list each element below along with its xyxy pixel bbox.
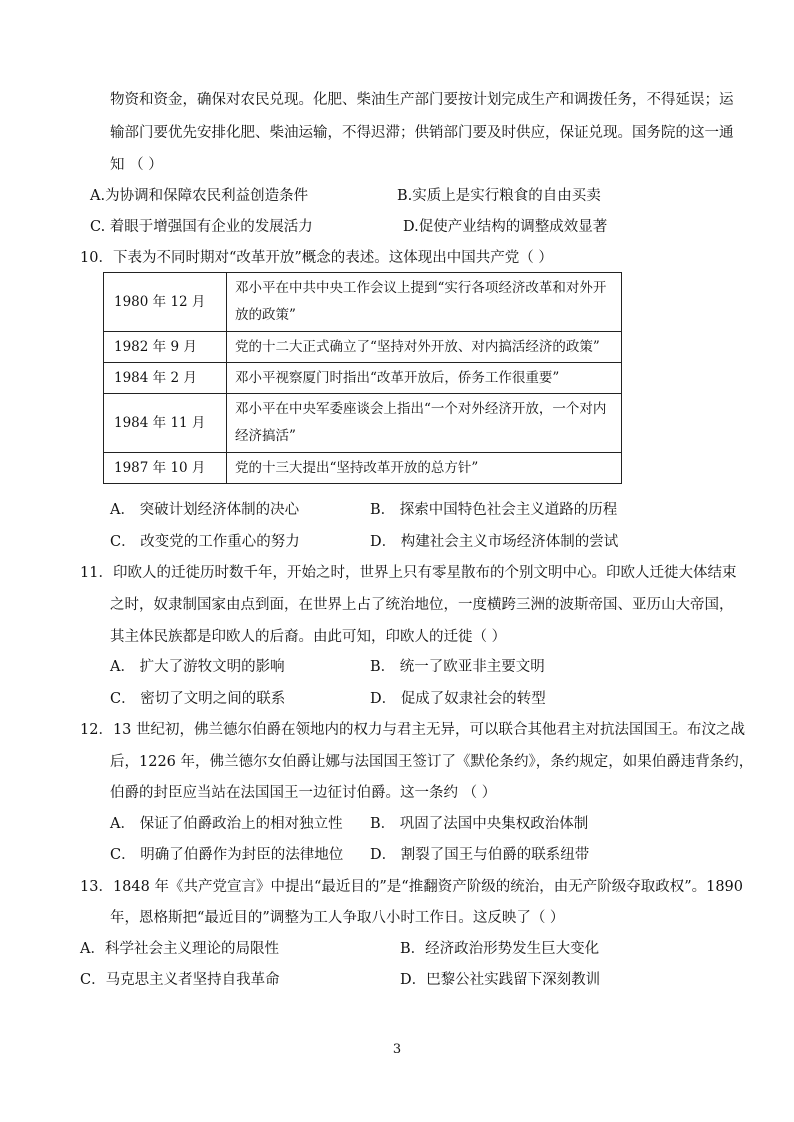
table-row <box>104 273 622 332</box>
q11-stem-line-3: 其主体民族都是印欧人的后裔。由此可知，印欧人的迁徙（ ） <box>110 629 507 645</box>
q10-option-a: A． 突破计划经济体制的决心 <box>110 502 300 518</box>
table-row <box>104 332 622 363</box>
q9-option-b: B.实质上是实行粮食的自由买卖 <box>397 188 601 204</box>
table-row <box>104 363 622 394</box>
table-date-cell: 1982 年 9 月 <box>104 332 227 363</box>
q11-option-c: C． 密切了文明之间的联系 <box>110 691 286 707</box>
q11-option-d: D． 促成了奴隶社会的转型 <box>370 691 546 707</box>
q13-option-b: B．经济政治形势发生巨大变化 <box>400 941 600 957</box>
q11-option-a: A． 扩大了游牧文明的影响 <box>110 659 285 675</box>
q9-option-d: D.促使产业结构的调整成效显著 <box>403 219 608 235</box>
q13-stem-line-1: 13．1848 年《共产党宣言》中提出“最近目的”是“推翻资产阶级的统治，由无产阶级夺取政权”。1890 <box>80 879 744 895</box>
q12-stem-line-2: 后，1226 年，佛兰德尔女伯爵让娜与法国国王签订了《默伦条约》，条约规定，如果伯爵违背条约， <box>110 754 754 770</box>
q12-option-a: A． 保证了伯爵政治上的相对独立性 <box>110 816 343 832</box>
table-content-cell: 党的十二大正式确立了“坚持对外开放、对内搞活经济的政策” <box>227 332 622 363</box>
q11-option-b: B． 统一了欧亚非主要文明 <box>370 659 545 675</box>
q13-option-a: A．科学社会主义理论的局限性 <box>80 941 279 957</box>
q10-option-b: B． 探索中国特色社会主义道路的历程 <box>370 502 618 518</box>
table-date-cell: 1980 年 12 月 <box>104 273 227 332</box>
q13-stem-line-2: 年，恩格斯把“最近目的”调整为工人争取八小时工作日。这反映了（ ） <box>110 910 565 926</box>
q13-option-d: D．巴黎公社实践留下深刻教训 <box>400 972 601 988</box>
q13-option-c: C．马克思主义者坚持自我革命 <box>80 972 280 988</box>
q11-stem-line-1: 11．印欧人的迁徙历时数千年，开始之时，世界上只有零星散布的个别文明中心。印欧人迁徙大体结束 <box>80 565 737 581</box>
table-content-cell: 邓小平在中共中央工作会议上提到“实行各项经济改革和对外开放的政策” <box>227 273 622 332</box>
table-date-cell: 1984 年 11 月 <box>104 394 227 453</box>
q9-option-c: C. 着眼于增强国有企业的发展活力 <box>90 219 313 235</box>
q12-stem-line-1: 12．13 世纪初，佛兰德尔伯爵在领地内的权力与君主无异，可以联合其他君主对抗法国国王。布汶之战 <box>80 722 746 738</box>
table-content-cell: 党的十三大提出“坚持改革开放的总方针” <box>227 453 622 484</box>
table-row <box>104 394 622 453</box>
q12-option-d: D． 割裂了国王与伯爵的联系纽带 <box>370 847 590 863</box>
q12-option-b: B． 巩固了法国中央集权政治体制 <box>370 816 589 832</box>
q9-stem-line-3: 知 （ ） <box>110 157 163 173</box>
q10-option-d: D． 构建社会主义市场经济体制的尝试 <box>370 534 619 550</box>
table-content-cell: 邓小平在中央军委座谈会上指出“一个对外经济开放，一个对内经济搞活” <box>227 394 622 453</box>
q10-option-c: C． 改变党的工作重心的努力 <box>110 534 300 550</box>
page-number: 3 <box>392 1042 402 1057</box>
q10-table <box>103 272 622 484</box>
q12-option-c: C． 明确了伯爵作为封臣的法律地位 <box>110 847 344 863</box>
table-content-cell: 邓小平视察厦门时指出“改革开放后，侨务工作很重要” <box>227 363 622 394</box>
table-date-cell: 1987 年 10 月 <box>104 453 227 484</box>
q12-stem-line-3: 伯爵的封臣应当站在法国国王一边征讨伯爵。这一条约 （ ） <box>110 785 497 801</box>
table-row <box>104 453 622 484</box>
q10-stem: 10．下表为不同时期对“改革开放”概念的表述。这体现出中国共产党（ ） <box>80 250 553 266</box>
q11-stem-line-2: 之时，奴隶制国家由点到面，在世界上占了统治地位，一度横跨三洲的波斯帝国、亚历山大帝国， <box>110 597 734 613</box>
q9-stem-line-1: 物资和资金，确保对农民兑现。化肥、柴油生产部门要按计划完成生产和调拨任务，不得延误；运 <box>110 92 734 108</box>
q9-stem-line-2: 输部门要优先安排化肥、柴油运输，不得迟滞；供销部门要及时供应，保证兑现。国务院的这一通 <box>110 125 734 141</box>
table-date-cell: 1984 年 2 月 <box>104 363 227 394</box>
q9-option-a: A.为协调和保障农民利益创造条件 <box>90 188 309 204</box>
